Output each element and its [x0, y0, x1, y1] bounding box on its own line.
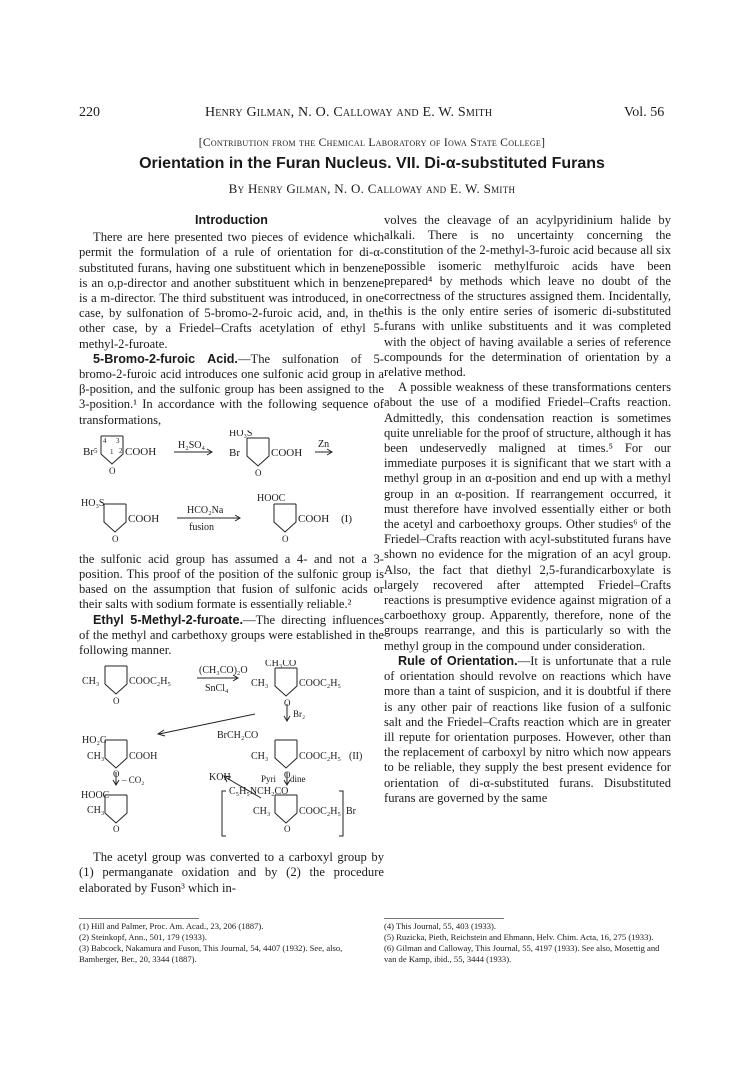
introduction-heading: Introduction [195, 213, 268, 227]
scheme2-brch2co: BrCH₂CO [217, 730, 259, 742]
ring-number-1: 1 [110, 447, 114, 456]
scheme1-cooh-4: COOH [298, 512, 330, 525]
scheme1-fusion: fusion [189, 521, 214, 533]
paragraph-acetyl-conversion: The acetyl group was converted to a carboxyl group by (1) permanganate oxidation and by (2) the procedure elaborated by Fuson³ which in- [79, 850, 384, 895]
contribution-line: [Contribution from the Chemical Laboratory of Iowa State College] [198, 137, 546, 149]
scheme2-br2: Br₂ [293, 709, 306, 720]
scheme2-ch3-5: CH₃ [87, 805, 105, 817]
paragraph-methylfuroate [79, 613, 384, 659]
paragraph-rule [384, 654, 671, 806]
reaction-scheme-2 [79, 660, 384, 848]
scheme2-cooh: COOH [129, 751, 158, 763]
scheme2-cooc2h5-2: COOC₂H₅ [299, 678, 341, 690]
running-head: Henry Gilman, N. O. Calloway and E. W. Smith [205, 105, 493, 120]
scheme2-cooc2h5-3: COOC₂H₅ [299, 751, 341, 763]
section-head-rule: Rule of Orientation. [398, 653, 518, 668]
scheme2-o-6: O [284, 824, 291, 835]
scheme2-ac2o: (CH₃CO)₂O [199, 665, 248, 677]
footnote-3: (3) Babcock, Nakamura and Fuson, This Journal, 54, 4407 (1932). See, also, Bamberger, Ber., 20, 3344 (1887). [79, 943, 343, 964]
scheme1-hco2na: HCO₂Na [187, 504, 224, 516]
scheme1-br-1: Br [83, 445, 94, 458]
scheme2-ch3-1: CH₃ [82, 676, 100, 688]
right-column [384, 213, 671, 806]
scheme1-cooh-1: COOH [125, 445, 157, 458]
article-title: Orientation in the Furan Nucleus. VII. Di-α-substituted Furans [139, 155, 605, 172]
scheme2-cooc2h5-1: COOC₂H₅ [129, 676, 171, 688]
section-head-methylfuroate: Ethyl 5-Methyl-2-furoate. [93, 612, 243, 627]
paragraph-bromofuroic-body: —The sulfonation of 5-bromo-2-furoic acid introduces one sulfonic acid group in a β-position, and the sulfonic group has been assigned to the 3-position.¹ In accordance with the following sequence of transformations, [79, 351, 384, 427]
footnote-5: (5) Ruzicka, Pieth, Reichstein and Ehmann, Helv. Chim. Acta, 16, 275 (1933). [384, 932, 654, 942]
scheme2-pyridine-right: dine [290, 774, 306, 785]
scheme1-cooh-3: COOH [128, 512, 160, 525]
paragraph-sulfonic-position: the sulfonic acid group has assumed a 4- and not a 3-position. This proof of the position of the sulfonic group is based on the assumption that fusion of sulfonic acids or their salts with sodium formate is essentially reliable.² [79, 551, 384, 612]
scheme1-h2so4: H₂SO₄ [178, 439, 205, 451]
scheme2-o-4: O [284, 770, 291, 781]
volume-label: Vol. 56 [624, 105, 665, 120]
scheme1-o-3: O [112, 533, 119, 544]
paragraph-weakness: A possible weakness of these transformations centers about the use of a modified Friedel–Crafts reaction. Admittedly, this condensation reaction is sometimes quite unreliable for the proof of structure, although it has been undeservedly maligned at times.⁵ For our immediate purposes it is significant that we start with a methyl group in an α-position and end up with a methyl group in an α-position. If rearrangement occurred, it must therefore have involved essentially either or both the acetyl and carboethoxy groups. Other studies⁶ of the Friedel–Crafts reaction with acyl-substituted furans have shown no evidence for the migration of an acyl group. Also, the fact that diethyl 2,5-furandicarboxylate is largely recovered after attempted Friedel–Crafts reactions is presumptive evidence against migration of a carboethoxy group. Apparently, therefore, none of the groups rearrange, and this is particularly so with the methyl group in the compound under consideration. [384, 380, 671, 653]
scheme2-o-2: O [284, 698, 291, 709]
scheme2-minus-co2: – CO₂ [122, 775, 145, 786]
scheme2-ch3-4: CH₃ [251, 751, 269, 763]
scheme1-o-2: O [255, 467, 262, 478]
ring-number-3: 3 [116, 436, 120, 445]
scheme2-ch3-3: CH₃ [87, 751, 105, 763]
scheme1-cooh-2: COOH [271, 446, 303, 459]
footnote-2: (2) Steinkopf, Ann., 501, 179 (1933). [79, 932, 207, 942]
paragraph-bromofuroic [79, 352, 384, 428]
scheme2-sncl4: SnCl₄ [205, 683, 229, 695]
footnote-4: (4) This Journal, 55, 403 (1933). [384, 921, 497, 931]
scheme2-o-3: O [113, 769, 120, 780]
footnote-rule-right [384, 918, 504, 919]
section-head-bromofuroic: 5-Bromo-2-furoic Acid. [93, 351, 238, 366]
scheme2-koh: KOH [209, 772, 231, 784]
scheme2-c5h5nch2co: C₅H₅NCH₂CO [229, 786, 289, 798]
scheme2-pyridine-left: Pyri [261, 774, 277, 785]
scheme1-br-2: Br [229, 446, 240, 459]
scheme1-hooc: HOOC [257, 492, 286, 504]
scheme1-ho3s-1: HO₃S [229, 429, 253, 439]
ring-number-4: 4 [103, 436, 107, 445]
ring-number-5: 5 [94, 446, 98, 455]
footnotes-right [384, 918, 671, 965]
ring-number-2: 2 [119, 446, 123, 455]
scheme2-o-1: O [113, 696, 120, 707]
scheme2-ch3-6: CH₃ [253, 806, 271, 818]
scheme1-o-1: O [109, 465, 116, 476]
scheme2-hooc: HOOC [81, 790, 110, 802]
scheme1-o-4: O [282, 533, 289, 544]
scheme2-cooc2h5-4: COOC₂H₅ [299, 806, 341, 818]
scheme2-ch3co-1: CH₃CO [265, 660, 297, 670]
scheme2-ho2c: HO₂C [82, 735, 107, 747]
reaction-scheme-1 [79, 430, 384, 550]
scheme2-label-ii: (II) [349, 751, 363, 763]
footnotes-left [79, 918, 384, 965]
left-column [79, 213, 384, 896]
scheme2-br-anion: Br [346, 806, 356, 818]
scheme2-o-5: O [113, 824, 120, 835]
scheme1-zn: Zn [318, 438, 330, 450]
footnote-1: (1) Hill and Palmer, Proc. Am. Acad., 23, 206 (1887). [79, 921, 264, 931]
scheme1-label-i: (I) [341, 512, 352, 525]
footnote-6: (6) Gilman and Calloway, This Journal, 55, 4197 (1933). See also, Mosettig and van de Kamp, ibid., 55, 3444 (1933). [384, 943, 660, 964]
paragraph-cleavage: volves the cleavage of an acylpyridinium halide by alkali. There is no uncertainty concerning the constitution of the 2-methyl-3-furoic acid because all six possible isomeric methylfuroic acids have been prepared⁴ by methods which leave no doubt of the correctness of the structures assigned them. Incidentally, this is the only entire series of isomeric di-substituted furans with unlike substituents and it was completed with the object of having available a series of reference compounds for the determination of orientation by a relative method. [384, 213, 671, 380]
paragraph-methylfuroate-body: —The directing influences of the methyl and carbethoxy groups were established in the following manner. [79, 612, 384, 658]
paragraph-intro: There are here presented two pieces of evidence which permit the formulation of a rule of orientation for di-α-substituted furans, having one substituent which in benzene is an o,p-director and another substituent which in benzene is a m-director. The third substituent was introduced, in one case, by sulfonation of 5-bromo-2-furoic acid, and, in the other case, by a Friedel–Crafts acetylation of ethyl 5-methyl-2-furoate. [79, 230, 384, 351]
paragraph-rule-body: —It is unfortunate that a rule of orientation should revolve on reactions which have more than a taint of suspicion, and it is doubtful if there is any other pair of reactions like fusion of a sulfonic salt and the Friedel–Crafts reaction which are in greater ill repute for orientation purposes. However, other than the replacement of carboxyl by nitro which now appears to be reliable, they supply the best present evidence for orientation of di-α-substituted furans. Disubstituted furans are governed by the same [384, 653, 671, 805]
scheme1-ho3s-2: HO₃S [81, 497, 105, 509]
footnote-rule-left [79, 918, 199, 919]
page-number: 220 [79, 105, 100, 120]
byline: By Henry Gilman, N. O. Calloway and E. W. Smith [228, 181, 516, 196]
scheme2-ch3-2: CH₃ [251, 678, 269, 690]
